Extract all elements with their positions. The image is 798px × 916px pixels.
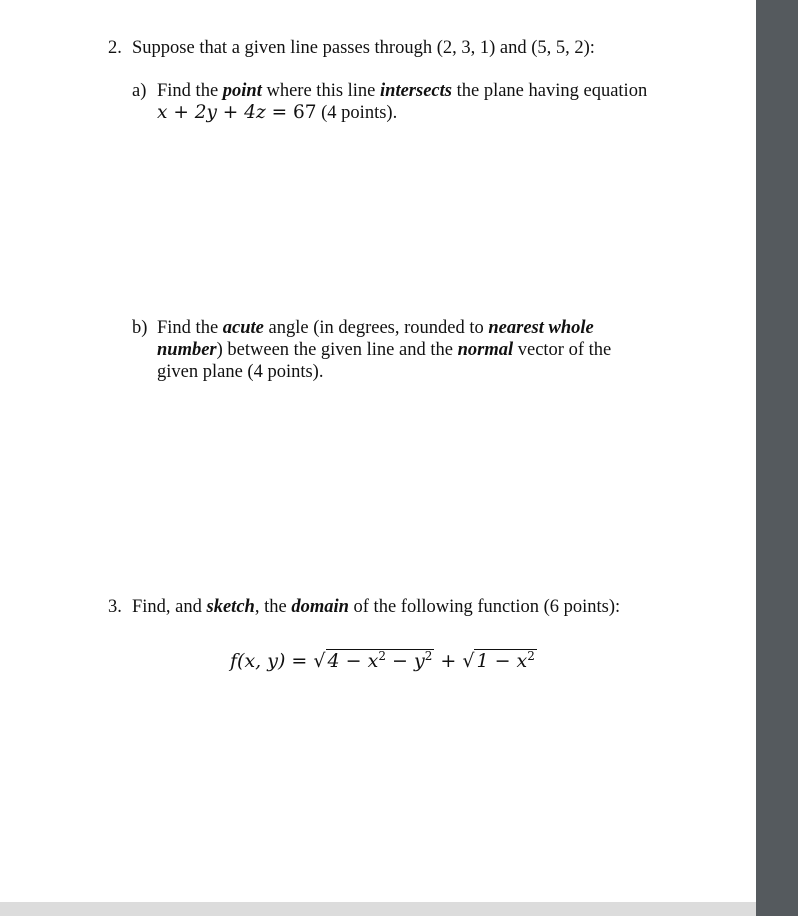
- function-formula: f(x, y) = √ $4 - x^2 - y^2$ + √ $1 - x^2$: [230, 645, 537, 672]
- part-a-equation: x + 2y + 4z = 67 (4 points).: [157, 102, 398, 123]
- part-b-line-1: Find the acute angle (in degrees, rounded to nearest whole: [157, 318, 594, 338]
- part-a-label: a): [132, 81, 147, 101]
- part-b-label: b): [132, 318, 148, 338]
- part-a-line-1: Find the point where this line intersects the plane having equation: [157, 81, 648, 101]
- part-b-line-3: given plane (4 points).: [157, 362, 324, 382]
- question-3-stem: Find, and sketch, the domain of the following function (6 points):: [132, 597, 621, 617]
- viewer-side-rail: [756, 0, 798, 916]
- sqrt-1: √ $4 - x^2 - y^2$: [313, 649, 433, 672]
- question-2-stem: Suppose that a given line passes through (2, 3, 1) and (5, 5, 2):: [132, 38, 595, 58]
- part-b-line-2: number) between the given line and the normal vector of the: [157, 340, 612, 360]
- viewer-bottom-strip: [0, 902, 756, 916]
- sqrt-2: √ $1 - x^2$: [462, 649, 535, 672]
- question-3-number: 3.: [108, 597, 122, 617]
- question-2-number: 2.: [108, 38, 122, 58]
